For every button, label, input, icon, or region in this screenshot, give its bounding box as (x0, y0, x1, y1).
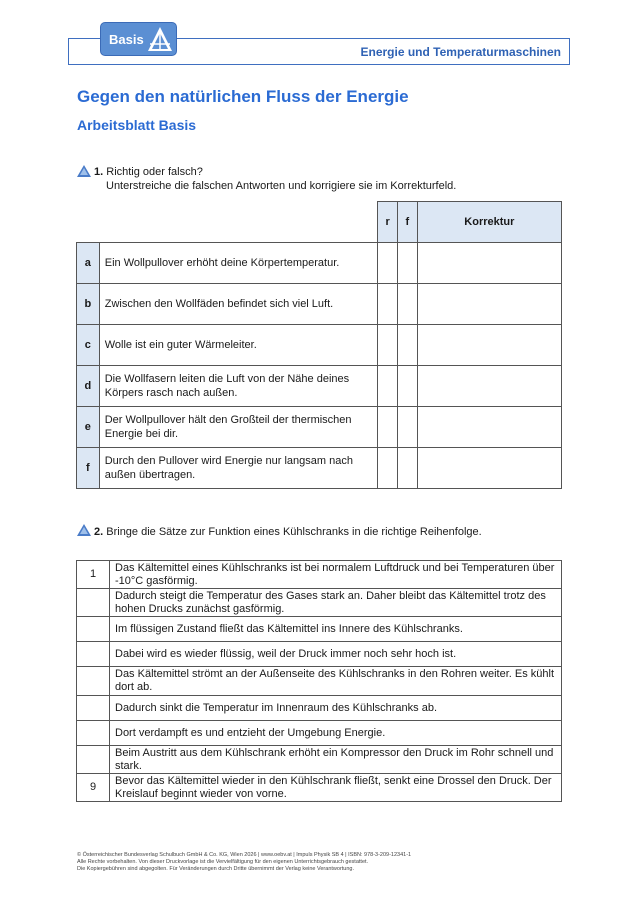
task-2-text: Bringe die Sätze zur Funktion eines Kühlschranks in die richtige Reihenfolge. (106, 526, 482, 538)
order-sentence: Das Kältemittel strömt an der Außenseite des Kühlschranks in den Rohren weiter. Es kühlt dort ab. (110, 667, 562, 696)
correction-field[interactable] (417, 243, 561, 284)
table-row (77, 284, 562, 325)
row-letter: b (77, 284, 100, 325)
table-header-blank (77, 202, 378, 243)
task-2-number: 2. (94, 526, 104, 538)
table-row (77, 721, 562, 746)
order-sentence: Bevor das Kältemittel wieder in den Kühlschrank fließt, senkt eine Drossel den Druck. Der Kreislauf beginnt wieder von vorne. (110, 774, 562, 802)
column-header-r: r (378, 202, 398, 243)
row-letter: e (77, 407, 100, 448)
row-letter: f (77, 448, 100, 489)
checkbox-r-cell[interactable] (378, 407, 398, 448)
order-sentence: Dort verdampft es und entzieht der Umgebung Energie. (110, 721, 562, 746)
order-number-field[interactable] (77, 721, 110, 746)
basis-logo (100, 22, 177, 56)
row-letter: c (77, 325, 100, 366)
row-statement: Die Wollfasern leiten die Luft von der Nähe deines Körpers rasch nach außen. (99, 366, 378, 407)
order-number-field[interactable] (77, 667, 110, 696)
logo-text: Basis (109, 32, 144, 47)
table-row (77, 667, 562, 696)
true-false-table (76, 201, 562, 489)
difficulty-triangle-icon (76, 523, 92, 537)
table-row (77, 407, 562, 448)
task-2-instruction (94, 525, 482, 539)
correction-field[interactable] (417, 325, 561, 366)
table-row (77, 325, 562, 366)
column-header-f: f (398, 202, 418, 243)
order-number-field[interactable] (77, 696, 110, 721)
checkbox-f-cell[interactable] (398, 448, 418, 489)
order-sentence: Im flüssigen Zustand fließt das Kältemittel ins Innere des Kühlschranks. (110, 617, 562, 642)
order-sentence: Das Kältemittel eines Kühlschranks ist bei normalem Luftdruck und bei Temperaturen über -10°C gasförmig. (110, 561, 562, 589)
correction-field[interactable] (417, 366, 561, 407)
table-row (77, 366, 562, 407)
checkbox-f-cell[interactable] (398, 407, 418, 448)
order-sentence: Dadurch sinkt die Temperatur im Innenraum des Kühlschranks ab. (110, 696, 562, 721)
correction-field[interactable] (417, 448, 561, 489)
table-row (77, 696, 562, 721)
correction-field[interactable] (417, 407, 561, 448)
table-row (77, 617, 562, 642)
order-number-field[interactable] (77, 589, 110, 617)
table-row (77, 243, 562, 284)
header-title: Energie und Temperaturmaschinen (360, 45, 561, 59)
row-statement: Zwischen den Wollfäden befindet sich viel Luft. (99, 284, 378, 325)
triangle-logo-icon (146, 25, 174, 53)
order-sentence: Dabei wird es wieder flüssig, weil der Druck immer noch sehr hoch ist. (110, 642, 562, 667)
column-header-korrektur: Korrektur (417, 202, 561, 243)
order-number-field[interactable] (77, 642, 110, 667)
order-number-field[interactable] (77, 746, 110, 774)
row-statement: Ein Wollpullover erhöht deine Körpertemperatur. (99, 243, 378, 284)
checkbox-r-cell[interactable] (378, 325, 398, 366)
page-title: Gegen den natürlichen Fluss der Energie (77, 87, 409, 106)
checkbox-r-cell[interactable] (378, 284, 398, 325)
table-header-row (77, 202, 562, 243)
order-number-field[interactable] (77, 617, 110, 642)
checkbox-r-cell[interactable] (378, 448, 398, 489)
row-statement: Der Wollpullover hält den Großteil der thermischen Energie bei dir. (99, 407, 378, 448)
table-row (77, 589, 562, 617)
table-row (77, 561, 562, 589)
task-1-line1: Richtig oder falsch? (106, 166, 203, 178)
checkbox-f-cell[interactable] (398, 243, 418, 284)
order-sentence: Dadurch steigt die Temperatur des Gases stark an. Daher bleibt das Kältemittel trotz des hohen Drucks zunächst gasförmig. (110, 589, 562, 617)
row-statement: Wolle ist ein guter Wärmeleiter. (99, 325, 378, 366)
table-row (77, 774, 562, 802)
checkbox-f-cell[interactable] (398, 325, 418, 366)
order-number-field[interactable]: 9 (77, 774, 110, 802)
checkbox-f-cell[interactable] (398, 366, 418, 407)
footer-rights: Alle Rechte vorbehalten. Von dieser Druckvorlage ist die Vervielfältigung für den eigenen Unterrichtsgebrauch gestattet. (77, 859, 369, 865)
task-1-instruction (94, 165, 456, 193)
checkbox-r-cell[interactable] (378, 243, 398, 284)
table-row (77, 642, 562, 667)
footer-disclaimer: Die Kopiergebühren sind abgegolten. Für Veränderungen durch Dritte übernimmt der Verlag keine Verantwortung. (77, 866, 355, 872)
order-number-field[interactable]: 1 (77, 561, 110, 589)
ordering-table (76, 560, 562, 802)
row-statement: Durch den Pullover wird Energie nur langsam nach außen übertragen. (99, 448, 378, 489)
task-1-number: 1. (94, 166, 104, 178)
task-1-line2: Unterstreiche die falschen Antworten und korrigiere sie im Korrekturfeld. (106, 180, 457, 192)
difficulty-triangle-icon (76, 164, 92, 178)
order-sentence: Beim Austritt aus dem Kühlschrank erhöht ein Kompressor den Druck im Rohr schnell und stark. (110, 746, 562, 774)
row-letter: d (77, 366, 100, 407)
footer-copyright: © Österreichischer Bundesverlag Schulbuch GmbH & Co. KG, Wien 2026 | www.oebv.at | Impuls Physik SB 4 | ISBN: 978-3-209-12341-1 (77, 852, 412, 858)
table-row (77, 746, 562, 774)
page-subtitle: Arbeitsblatt Basis (77, 117, 197, 133)
checkbox-f-cell[interactable] (398, 284, 418, 325)
checkbox-r-cell[interactable] (378, 366, 398, 407)
correction-field[interactable] (417, 284, 561, 325)
row-letter: a (77, 243, 100, 284)
footer (77, 852, 411, 873)
table-row (77, 448, 562, 489)
